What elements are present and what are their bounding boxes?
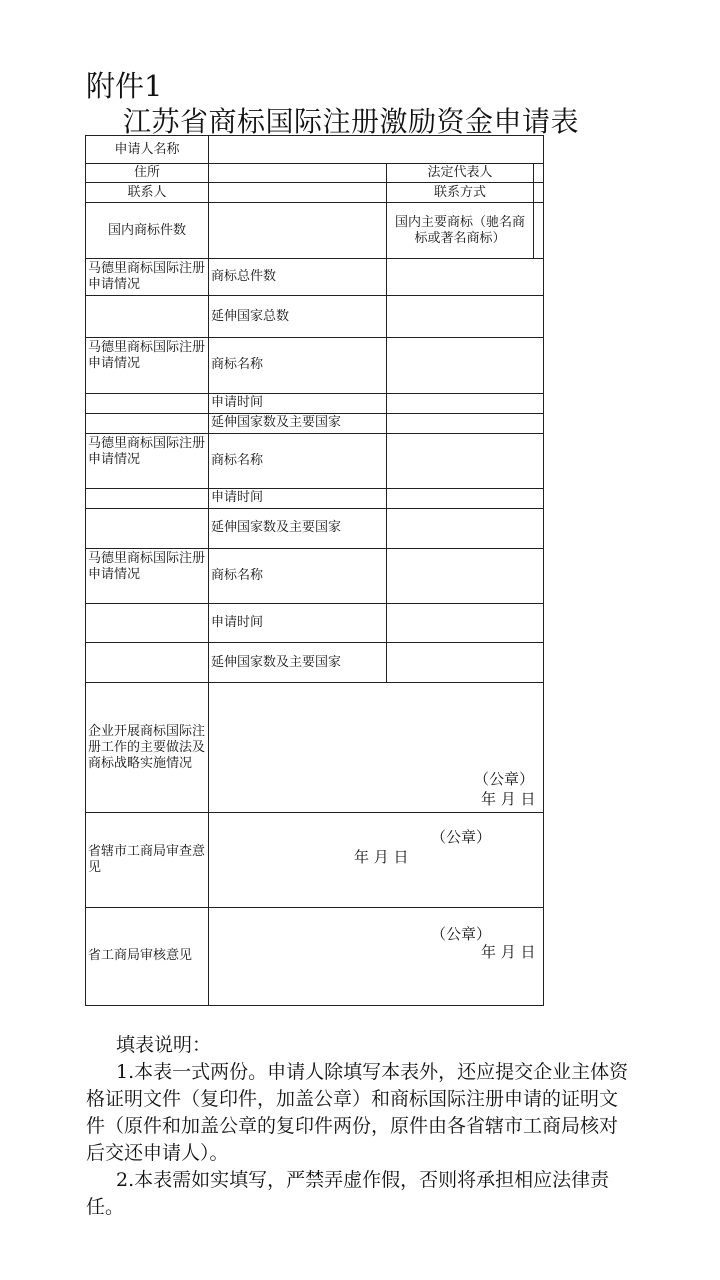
row-mark-2-countries: [86, 508, 544, 548]
label-provincial-bureau-review: 省工商局审核意见: [86, 907, 209, 1005]
note-item: 1.本表一式两份。申请人除填写本表外，还应提交企业主体资格证明文件（复印件，加盖公章）和商标国际注册申请的证明文件（原件和加盖公章的复印件两份，原件由各省辖市工商局核对后交还申请人）。: [86, 1061, 629, 1164]
row-mark-1-countries: [86, 413, 544, 433]
label-mark-name: 商标名称: [209, 433, 387, 488]
row-enterprise-practice: [86, 683, 544, 813]
date-text: 年 月 日: [481, 790, 536, 809]
row-city-review: [86, 813, 544, 907]
row-madrid-total: [86, 259, 544, 296]
field-address[interactable]: [209, 164, 387, 183]
field-total-countries[interactable]: [387, 296, 544, 338]
form-title: 江苏省商标国际注册激励资金申请表: [123, 105, 580, 138]
field-domestic-main[interactable]: [534, 203, 544, 259]
row-mark-2-time: [86, 488, 544, 508]
field-mark-1-countries[interactable]: [387, 413, 544, 433]
field-mark-2-countries[interactable]: [387, 508, 544, 548]
date-text: 年 月 日: [354, 848, 409, 867]
field-mark-2-time[interactable]: [387, 488, 544, 508]
label-domestic-main: 国内主要商标（驰名商标或著名商标）: [387, 203, 534, 259]
label-domestic-count: 国内商标件数: [86, 203, 209, 259]
label-address: 住所: [86, 164, 209, 183]
blank-cell: [86, 393, 209, 413]
field-mark-3-countries[interactable]: [387, 643, 544, 683]
blank-cell: [86, 488, 209, 508]
label-legal-rep: 法定代表人: [387, 164, 534, 183]
label-apply-time: 申请时间: [209, 488, 387, 508]
blank-cell: [86, 296, 209, 338]
label-applicant-name: 申请人名称: [86, 136, 209, 164]
field-mark-1-name[interactable]: [387, 338, 544, 393]
label-apply-time: 申请时间: [209, 393, 387, 413]
label-apply-time: 申请时间: [209, 603, 387, 642]
seal-text: （公章）: [474, 770, 535, 789]
row-mark-3-countries: [86, 643, 544, 683]
seal-text: （公章）: [431, 828, 492, 847]
blank-cell: [86, 508, 209, 548]
row-applicant-name: [86, 136, 544, 164]
field-mark-3-name[interactable]: [387, 548, 544, 603]
date-text: 年 月 日: [481, 942, 536, 961]
label-madrid-section-3: 马德里商标国际注册申请情况: [86, 433, 209, 488]
row-contact: [86, 183, 544, 203]
field-domestic-count[interactable]: [209, 203, 387, 259]
label-total-marks: 商标总件数: [209, 259, 387, 296]
label-madrid-section-1: 马德里商标国际注册申请情况: [86, 259, 209, 296]
field-enterprise-practice[interactable]: [209, 683, 544, 813]
row-domestic: [86, 203, 544, 259]
label-contact-method: 联系方式: [387, 183, 534, 203]
blank-cell: [86, 603, 209, 642]
field-mark-3-time[interactable]: [387, 603, 544, 642]
row-total-countries: [86, 296, 544, 338]
field-applicant-name[interactable]: [209, 136, 544, 164]
field-total-marks[interactable]: [387, 259, 544, 296]
field-mark-2-name[interactable]: [387, 433, 544, 488]
row-mark-1-time: [86, 393, 544, 413]
blank-cell: [86, 643, 209, 683]
field-contact-person[interactable]: [209, 183, 387, 203]
field-contact-method[interactable]: [534, 183, 544, 203]
notes-heading: 填表说明：: [116, 1034, 212, 1056]
attachment-label: 附件1: [86, 69, 163, 103]
form-notes: [86, 1032, 634, 1221]
label-city-bureau-review: 省辖市工商局审查意见: [86, 813, 209, 907]
row-mark-1-name: [86, 338, 544, 393]
row-mark-3-time: [86, 603, 544, 642]
note-item: 2.本表需如实填写，严禁弄虚作假，否则将承担相应法律责任。: [86, 1169, 610, 1218]
blank-cell: [86, 413, 209, 433]
field-city-bureau-review[interactable]: [209, 813, 544, 907]
label-enterprise-practice: 企业开展商标国际注册工作的主要做法及商标战略实施情况: [86, 683, 209, 813]
row-address: [86, 164, 544, 183]
label-madrid-section-4: 马德里商标国际注册申请情况: [86, 548, 209, 603]
field-mark-1-time[interactable]: [387, 393, 544, 413]
label-countries-main: 延伸国家数及主要国家: [209, 508, 387, 548]
label-mark-name: 商标名称: [209, 548, 387, 603]
row-provincial-review: [86, 907, 544, 1005]
label-countries-main: 延伸国家数及主要国家: [209, 413, 387, 433]
field-provincial-bureau-review[interactable]: [209, 907, 544, 1005]
label-countries-main: 延伸国家数及主要国家: [209, 643, 387, 683]
row-mark-2-name: [86, 433, 544, 488]
seal-text: （公章）: [431, 924, 492, 943]
row-mark-3-name: [86, 548, 544, 603]
label-mark-name: 商标名称: [209, 338, 387, 393]
application-form-table: [85, 135, 544, 1006]
label-total-countries: 延伸国家总数: [209, 296, 387, 338]
label-contact-person: 联系人: [86, 183, 209, 203]
label-madrid-section-2: 马德里商标国际注册申请情况: [86, 338, 209, 393]
field-legal-rep[interactable]: [534, 164, 544, 183]
